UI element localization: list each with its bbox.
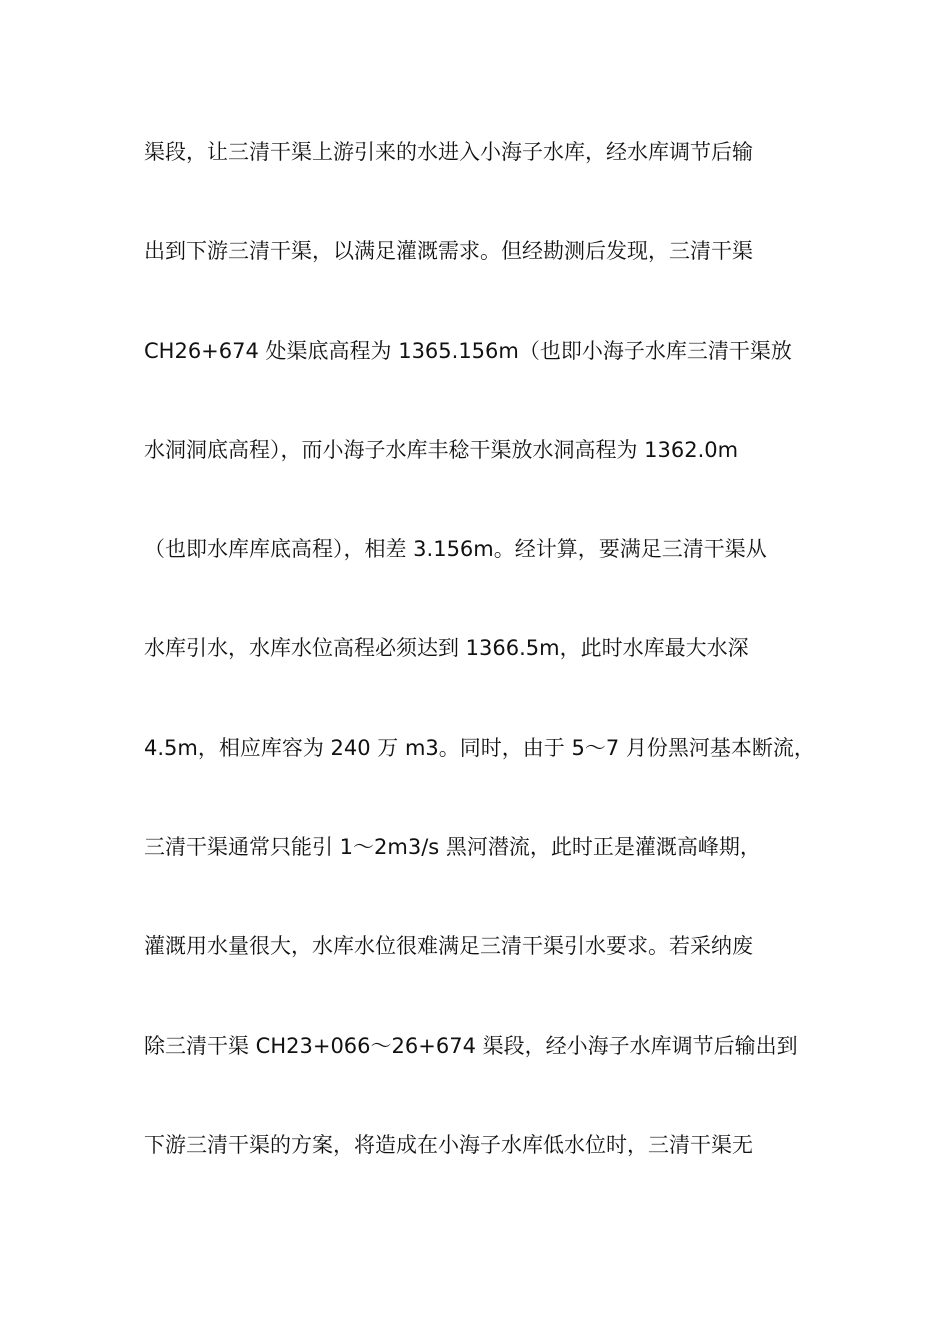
body-text — [144, 130, 834, 1222]
text-line: 三清干渠通常只能引 1～2m3/s 黑河潜流，此时正是灌溉高峰期， — [144, 835, 761, 860]
text-line: 出到下游三清干渠，以满足灌溉需求。但经勘测后发现，三清干渠 — [144, 239, 753, 264]
text-line: CH26+674 处渠底高程为 1365.156m（也即小海子水库三清干渠放 — [144, 338, 792, 363]
text-line: 水洞洞底高程），而小海子水库丰稔干渠放水洞高程为 1362.0m — [144, 437, 739, 462]
text-line: 灌溉用水量很大，水库水位很难满足三清干渠引水要求。若采纳废 — [144, 934, 753, 959]
text-line: （也即水库库底高程），相差 3.156m。经计算，要满足三清干渠从 — [144, 537, 767, 562]
text-line: 4.5m，相应库容为 240 万 m3。同时，由于 5～7 月份黑河基本断流， — [144, 735, 815, 760]
text-line: 下游三清干渠的方案，将造成在小海子水库低水位时，三清干渠无 — [144, 1132, 753, 1157]
text-line: 渠段，让三清干渠上游引来的水进入小海子水库，经水库调节后输 — [144, 140, 753, 164]
text-line: 除三清干渠 CH23+066～26+674 渠段，经小海子水库调节后输出到 — [144, 1033, 798, 1058]
text-line: 水库引水，水库水位高程必须达到 1366.5m，此时水库最大水深 — [144, 636, 749, 661]
